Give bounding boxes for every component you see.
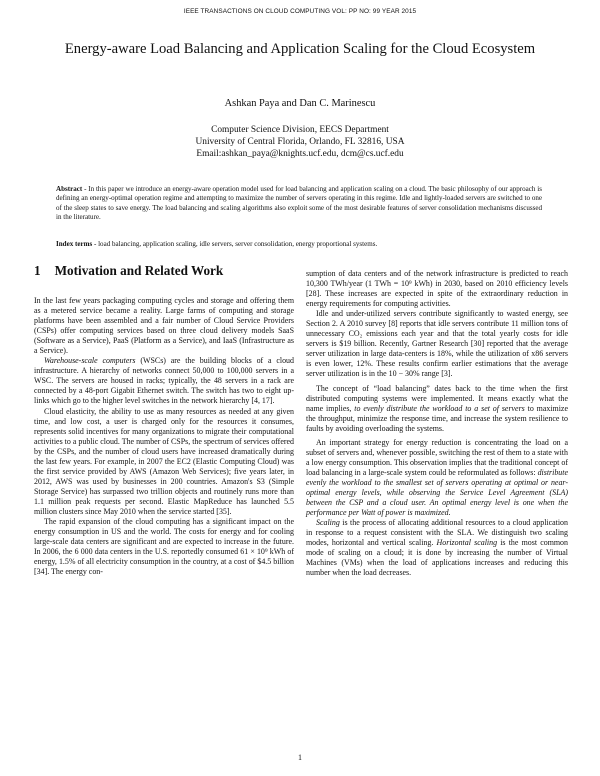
paragraph-text: is the most common mode of scaling on a cloud; it is done by increasing the number of Virtual Machines (VMs) when the load of applications increases and reducing this number when the load decreases. [306, 538, 568, 578]
emphasis: Warehouse-scale computers [44, 356, 136, 366]
emphasis: Scaling [316, 518, 340, 528]
index-terms-label: Index terms [56, 240, 93, 248]
affiliation-department: Computer Science Division, EECS Department [211, 125, 389, 135]
paragraph-text: The concept of “load balancing” dates back to the time when the first distributed computing systems were implemented. It means exactly what the name implies, [306, 383, 568, 413]
paragraph-text: An important strategy for energy reduction is concentrating the load on a subset of servers and, whenever possible, switching the rest of them to a state with a low energy consumption. This observation implies that the traditional concept of load balancing in a large-scale system could be reformulated as follows: [306, 437, 568, 477]
section-heading [34, 263, 223, 279]
affiliation-email: Email:ashkan_paya@knights.ucf.edu, dcm@cs.ucf.edu [196, 149, 404, 160]
paragraph-text: (WSCs) are the building blocks of a cloud infrastructure. A hierarchy of networks connect 50,000 to 100,000 servers in a WSC. The servers are housed in racks; typically, the 48 servers in a rack are connected by a 48-port Gigabit Ethernet switch. The switch has two to eight up-links which go to the higher level switches in the network hierarchy [4, 17]. [34, 356, 294, 406]
index-terms [56, 240, 542, 249]
emphasis: distribute evenly the workload to the smallest set of servers operating at optimal or near-optimal energy levels, while observing the Service Level Agreement (SLA) between the CSP and a cloud user. An optimal energy level is one when the performance per Watt of power is maximized. [306, 467, 568, 518]
paragraph [34, 356, 294, 406]
paragraph-text: is the process of allocating additional resources to a cloud application in response to a request consistent with the SLA. We distinguish two scaling modes, horizontal and vertical scaling. [306, 518, 568, 548]
left-column [34, 296, 294, 577]
paragraph: In the last few years packaging computing cycles and storage and offering them as a metered service became a reality. Large farms of computing and storage platforms have been assembled and a fair number of Cloud Service Providers (CSPs) offer computing services based on three cloud delivery models SaaS (Software as a Service), PaaS (Platform as a Service), and IaaS (Infrastructure as a Service). [34, 296, 294, 356]
paragraph: Cloud elasticity, the ability to use as many resources as needed at any given time, and low cost, a user is charged only for the resources it consumes, represents solid incentives for many organizations to migrate their computational activities to a public cloud. The number of CSPs, the spectrum of services offered by the CSPs, and the number of cloud users have increased dramatically during the last few years. For example, in 2007 the EC2 (Elastic Computing Cloud) was the first service provided by AWS (Amazon Web Services); five years later, in 2012, AWS was used by businesses in 200 countries. Amazon's S3 (Simple Storage Service) has surpassed two trillion objects and routinely runs more than 1.1 million peak requests per second. Elastic MapReduce has launched 5.5 million clusters since May 2010 when the service started [35]. [34, 406, 294, 516]
affiliation [0, 124, 600, 161]
right-column [306, 269, 568, 578]
authors: Ashkan Paya and Dan C. Marinescu [224, 98, 376, 109]
section-number: 1 [34, 263, 41, 278]
running-header: IEEE TRANSACTIONS ON CLOUD COMPUTING VOL: PP NO: 99 YEAR 2015 [183, 8, 417, 15]
paragraph [306, 384, 568, 434]
paragraph: sumption of data centers and of the network infrastructure is predicted to reach 10,300 TWh/year (1 TWh = 10⁹ kWh) in 2030, based on 2010 efficiency levels [28]. These increases are expected in spite of the extraordinary reduction in energy requirements for computing activities. [306, 269, 568, 309]
paragraph-text: to maximize the throughput, minimize the response time, and increase the system resilience to faults by avoiding overloading the systems. [306, 403, 568, 433]
paragraph: Idle and under-utilized servers contribute significantly to wasted energy, see Section 2. A 2010 survey [8] reports that idle servers contribute 11 million tons of unnecessary CO₂ emissions each year and that the total yearly costs for idle servers is $19 billion. Recently, Gartner Research [30] reported that the average server utilization in large data-centers is 18%, while the utilization of x86 servers is even lower, 12%. These results confirm earlier estimations that the average server utilization is in the 10 − 30% range [3]. [306, 309, 568, 379]
section-title: Motivation and Related Work [54, 263, 224, 278]
emphasis: to evenly distribute the workload to a set of servers [354, 403, 525, 413]
index-terms-text: - load balancing, application scaling, idle servers, server consolidation, energy proportional systems. [92, 240, 378, 248]
page-number: 1 [298, 753, 302, 762]
paper-title: Energy-aware Load Balancing and Application Scaling for the Cloud Ecosystem [64, 41, 536, 57]
abstract-text: - In this paper we introduce an energy-aware operation model used for load balancing and application scaling on a cloud. The basic philosophy of our approach is defining an energy-optimal operation regime and attempting to maximize the number of servers operating in this regime. Idle and lightly-loaded servers are switched to one of the sleep states to save energy. The load balancing and scaling algorithms also exploit some of the most desirable features of server consolidation mechanisms discussed in the literature. [56, 185, 542, 222]
abstract-label: Abstract [56, 185, 83, 193]
affiliation-university: University of Central Florida, Orlando, FL 32816, USA [195, 137, 405, 148]
paragraph: The rapid expansion of the cloud computing has a significant impact on the energy consumption in US and the world. The costs for energy and for cooling large-scale data centers are significant and are expected to increase in the future. In 2006, the 6 000 data centers in the U.S. reportedly consumed 61 × 10⁹ kWh of energy, 1.5% of all electricity consumption in the country, at a cost of $4.5 billion [34]. The energy con- [34, 517, 294, 577]
paragraph [306, 518, 568, 578]
emphasis: Horizontal scaling [436, 538, 498, 548]
paragraph [306, 438, 568, 518]
abstract [56, 185, 542, 223]
